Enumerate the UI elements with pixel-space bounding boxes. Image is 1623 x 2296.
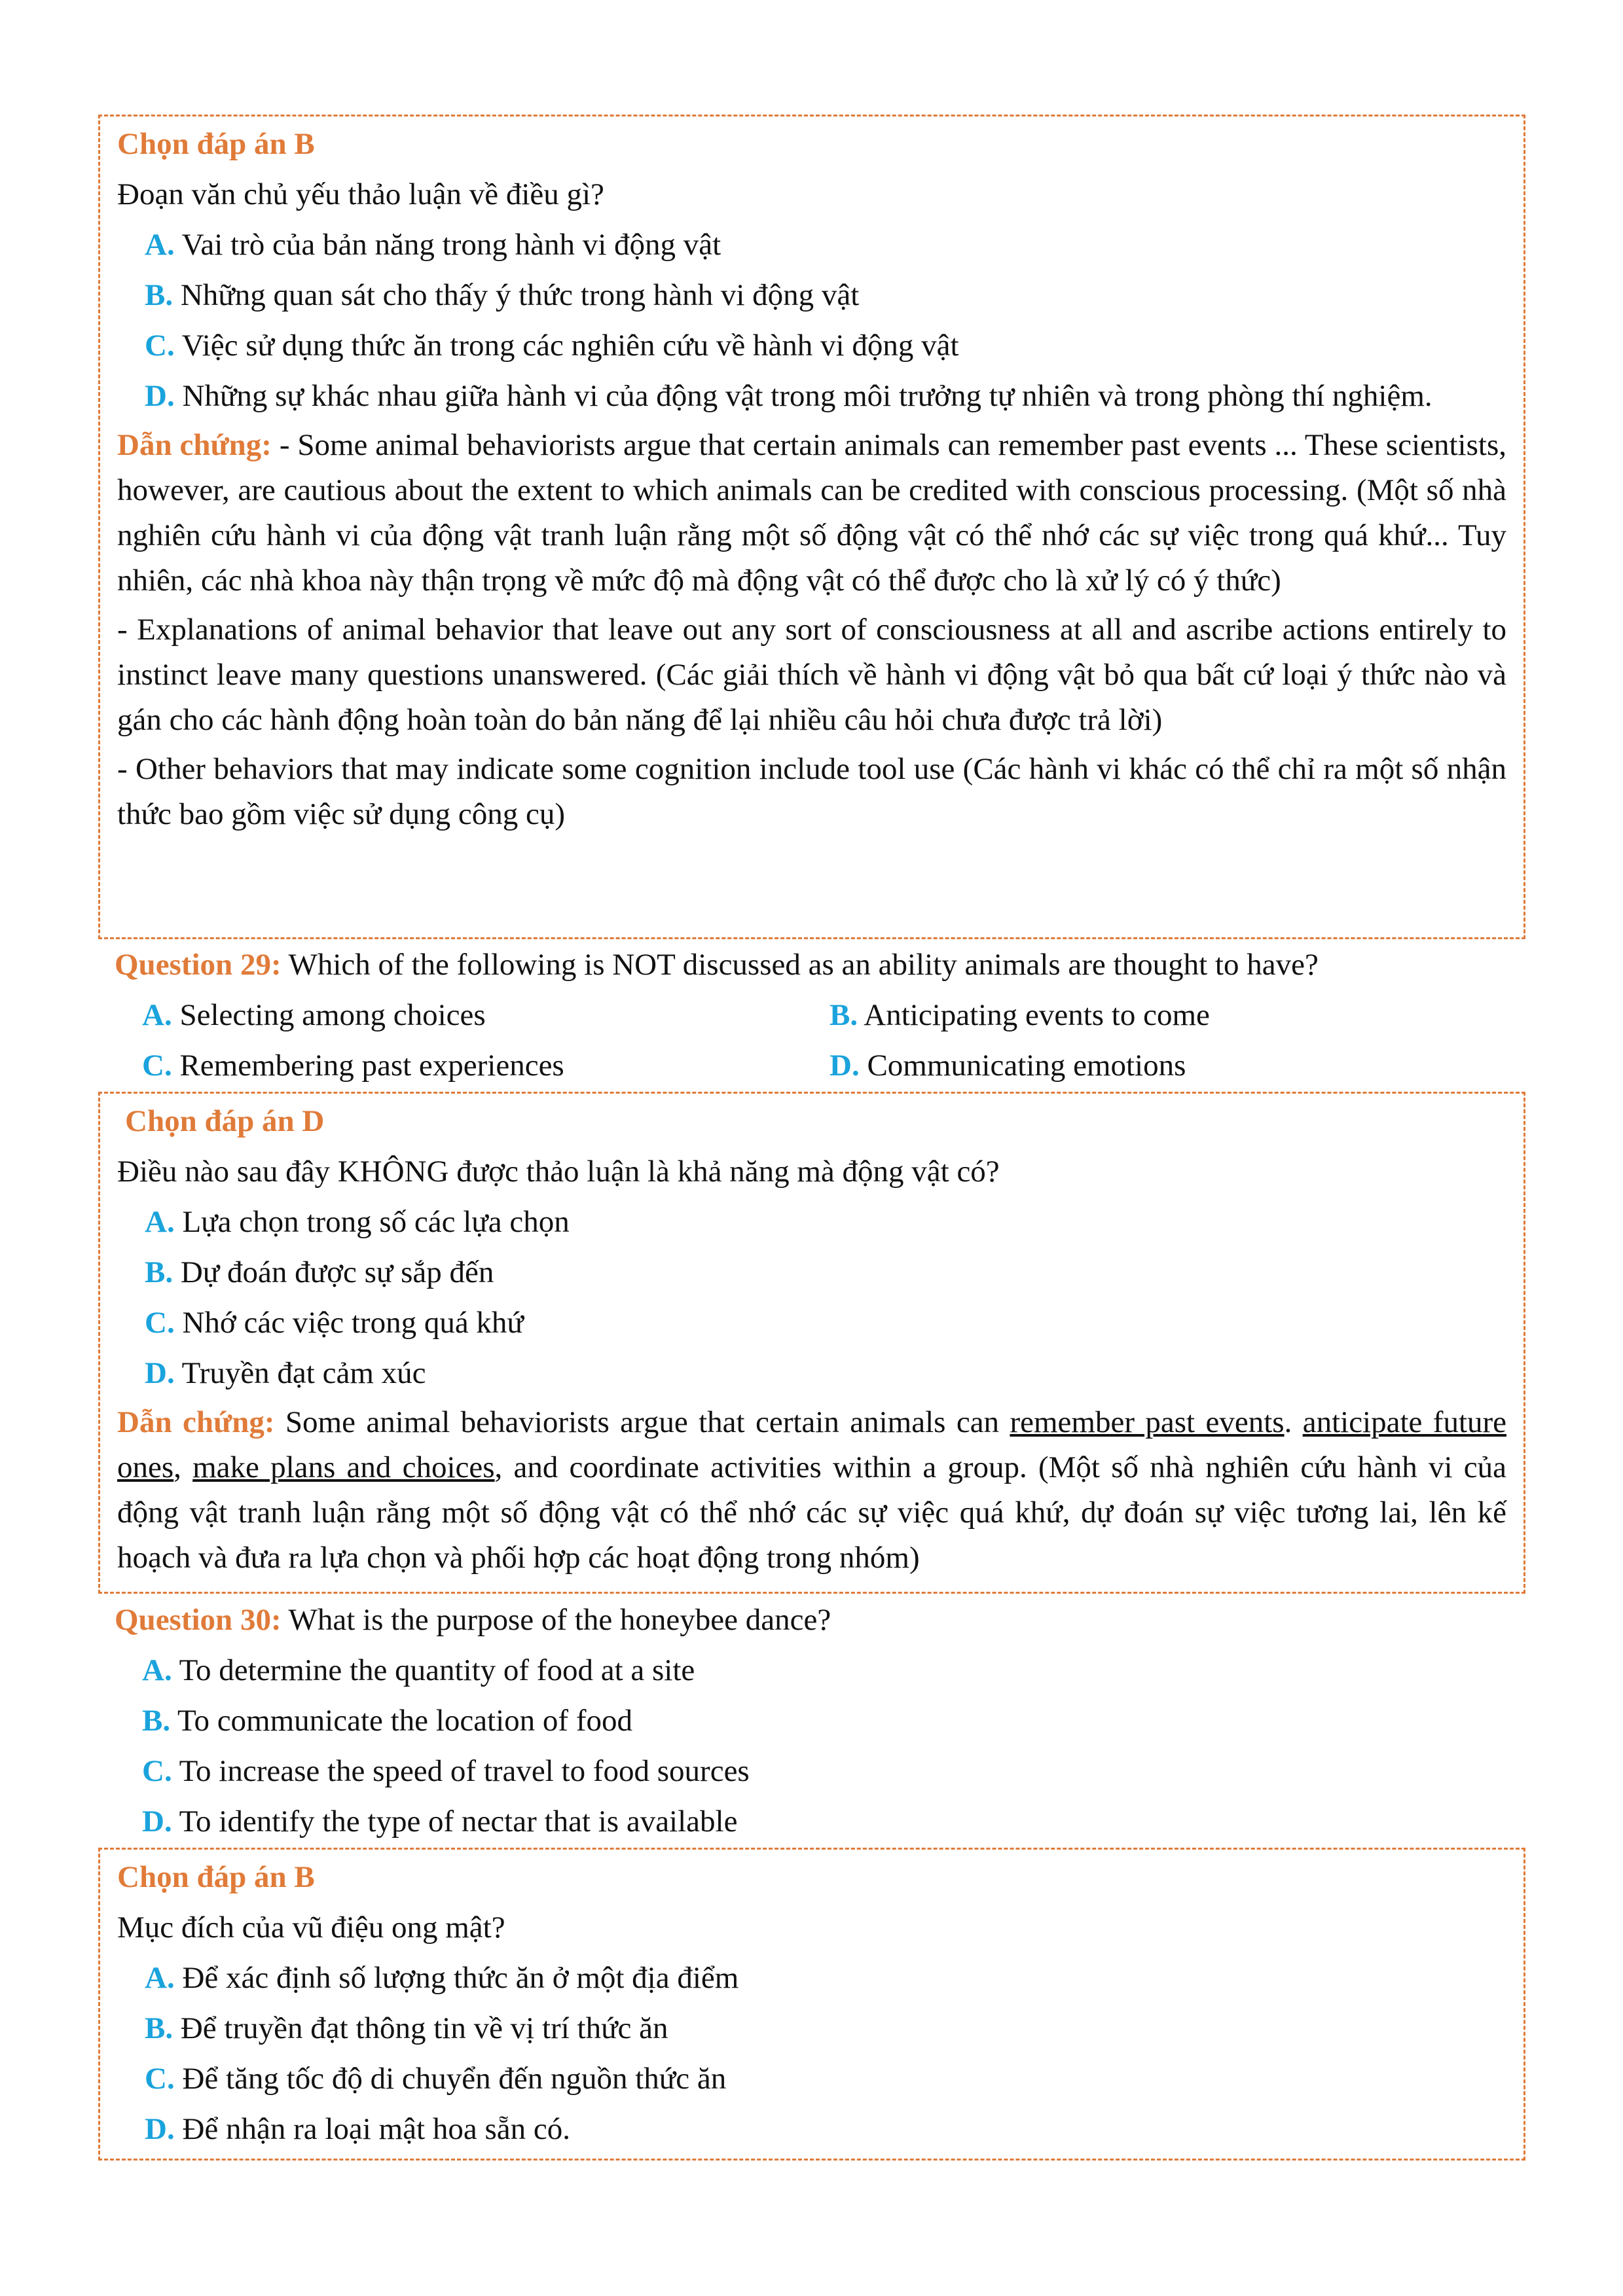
question-30 <box>115 1595 1529 1847</box>
evidence: Dẫn chứng: Some animal behaviorists argue that certain animals can remember past events. anticipate future ones, make plans and choices, and coordinate activities within a group. (Một số nhà nghiên cứu hành vi của động vật tranh luận rằng một số động vật có thể nhớ các sự việc quá khứ, dự đoán sự việc tương lai, lên kế hoạch và đưa ra lựa chọn và phối hợp các hoạt động trong nhóm) <box>117 1405 1507 1575</box>
option-b: B. Dự đoán được sự sắp đến <box>145 1255 494 1289</box>
option-c: C. Việc sử dụng thức ăn trong các nghiên cứu về hành vi động vật <box>145 329 959 363</box>
option-a: A. Để xác định số lượng thức ăn ở một địa điểm <box>145 1961 739 1995</box>
option-d: D. Để nhận ra loại mật hoa sẵn có. <box>145 2112 570 2146</box>
option-d: D. Truyền đạt cảm xúc <box>145 1356 426 1390</box>
option-d: D. To identify the type of nectar that is available <box>142 1804 738 1839</box>
question-vi: Điều nào sau đây KHÔNG được thảo luận là khả năng mà động vật có? <box>117 1155 1000 1189</box>
answer-box-30 <box>98 1848 1525 2161</box>
answer-box-29 <box>98 1092 1525 1594</box>
option-d: D. Những sự khác nhau giữa hành vi của động vật trong môi trưởng tự nhiên và trong phòng thí nghiệm. <box>145 379 1432 413</box>
answer-box-28 <box>98 115 1525 939</box>
answer-label: Chọn đáp án D <box>125 1104 325 1138</box>
question-vi: Mục đích của vũ điệu ong mật? <box>117 1910 505 1945</box>
option-c: C. To increase the speed of travel to food sources <box>142 1754 750 1788</box>
question-29-text: Question 29: Which of the following is NOT discussed as an ability animals are thought to have? <box>115 948 1319 982</box>
option-b: B. Để truyền đạt thông tin về vị trí thức ăn <box>145 2011 668 2045</box>
option-a: A. Selecting among choices <box>142 998 486 1032</box>
answer-label: Chọn đáp án B <box>117 1860 315 1894</box>
option-a: A. Lựa chọn trong số các lựa chọn <box>145 1205 570 1239</box>
option-c: C. Nhớ các việc trong quá khứ <box>145 1306 524 1340</box>
options-row-2 <box>115 1041 1529 1091</box>
question-vi: Đoạn văn chủ yếu thảo luận về điều gì? <box>117 177 604 211</box>
question-30-text: Question 30: What is the purpose of the honeybee dance? <box>115 1603 831 1637</box>
option-c: C. Để tăng tốc độ di chuyển đến nguồn thức ăn <box>145 2062 727 2096</box>
evidence-3: - Other behaviors that may indicate some cognition include tool use (Các hành vi khác có thể chỉ ra một số nhận thức bao gồm việc sử dụng công cụ) <box>117 752 1506 831</box>
option-b: B. To communicate the location of food <box>142 1704 632 1738</box>
options-row-1 <box>115 990 1529 1041</box>
evidence-2: - Explanations of animal behavior that leave out any sort of consciousness at all and ascribe actions entirely to instinct leave many questions unanswered. (Các giải thích về hành vi động vật bỏ qua bất cứ loại ý thức nào và gán cho các hành động hoàn toàn do bản năng để lại nhiều câu hỏi chưa được trả lời) <box>117 613 1506 737</box>
question-29 <box>115 940 1529 1091</box>
answer-label: Chọn đáp án B <box>117 127 315 161</box>
evidence-1: Dẫn chứng: - Some animal behaviorists argue that certain animals can remember past events ... These scientists, however, are cautious about the extent to which animals can be credited with conscious processing. (Một số nhà nghiên cứu hành vi của động vật tranh luận rằng một số động vật có thể nhớ các sự việc trong quá khứ... Tuy nhiên, các nhà khoa này thận trọng về mức độ mà động vật có thể được cho là xử lý có ý thức) <box>117 428 1506 598</box>
option-b: B. Anticipating events to come <box>830 998 1210 1032</box>
option-d: D. Communicating emotions <box>830 1049 1186 1083</box>
option-c: C. Remembering past experiences <box>142 1049 564 1083</box>
option-a: A. Vai trò của bản năng trong hành vi động vật <box>145 228 721 262</box>
option-b: B. Những quan sát cho thấy ý thức trong hành vi động vật <box>145 278 860 312</box>
option-a: A. To determine the quantity of food at a site <box>142 1653 695 1687</box>
